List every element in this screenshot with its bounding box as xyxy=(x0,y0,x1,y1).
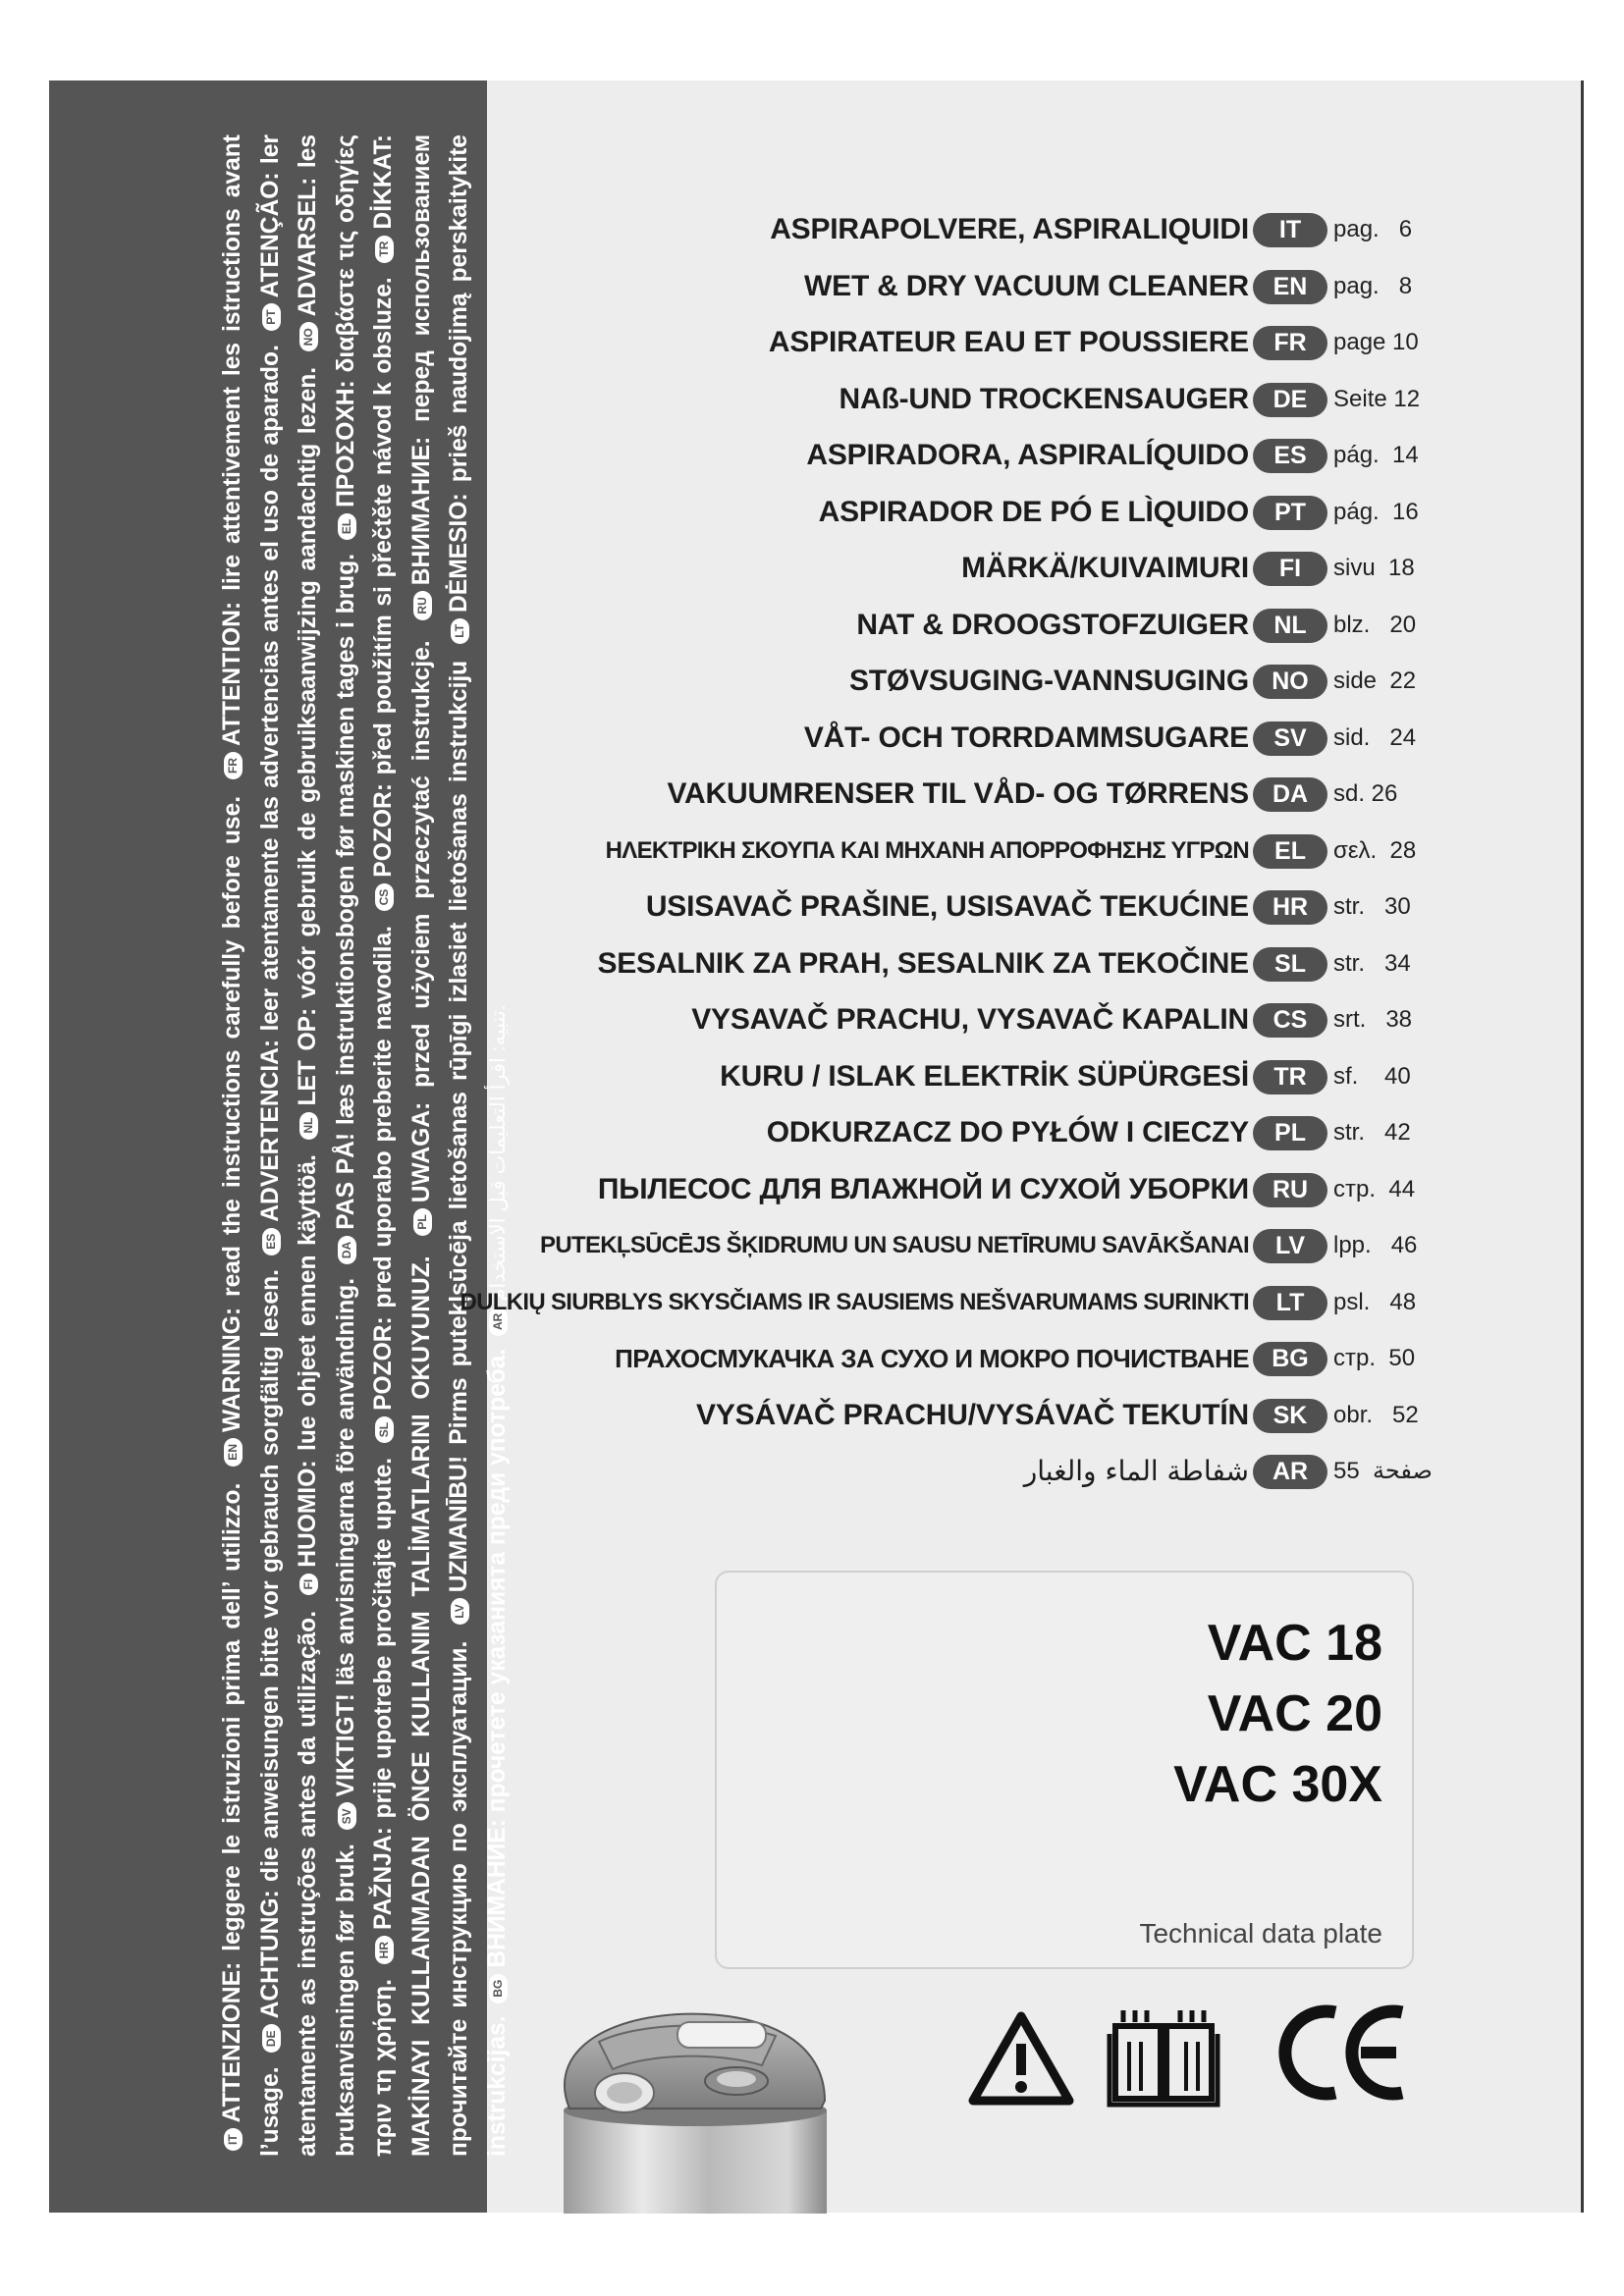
toc-page-ref: str. 42 xyxy=(1333,1119,1411,1146)
manual-book-icon xyxy=(1106,2002,1221,2109)
toc-page-ref: blz. 20 xyxy=(1333,611,1417,638)
toc-title: DULKIŲ SIURBLYS SKYSČIAMS IR SAUSIEMS NEŠVARUMAMS SURINKTI xyxy=(460,1288,1249,1315)
toc-row-es xyxy=(432,432,1443,479)
warning-text-it: ATTENZIONE: leggere le istruzioni prima dell’ utilizzo. xyxy=(219,1482,245,2123)
warning-text-ru: ВНИМАНИЕ: перед использованием прочитайте инструкцию по эксплуатации. xyxy=(407,133,472,2157)
toc-page-ref: стр. 44 xyxy=(1333,1175,1416,1202)
toc-row-it xyxy=(432,206,1443,253)
toc-row-sl xyxy=(432,940,1443,988)
language-code-badge: DE xyxy=(1253,383,1327,417)
warning-text-pl: UWAGA: przed użyciem przeczytać instrukcje. xyxy=(407,640,435,1203)
toc-row-nl xyxy=(432,602,1443,649)
warning-text-da: PAS PÅ! læs instruktionsbogen før maskinen tages i brug. xyxy=(332,553,359,1230)
language-code-badge: LV xyxy=(1253,1229,1327,1263)
toc-row-en xyxy=(432,263,1443,310)
toc-row-cs xyxy=(432,996,1443,1043)
toc-title: شفاطة الماء والغبار xyxy=(1023,1455,1249,1487)
language-code-badge: FI xyxy=(1253,552,1327,586)
warning-text-fr: ATTENTION: lire attentivement les istructions avant l’usage. xyxy=(219,134,284,2157)
toc-row-ar xyxy=(432,1448,1443,1495)
warning-text-en: WARNING: read the instructions carefully before use. xyxy=(219,795,245,1433)
toc-title: PUTEKĻSŪCĒJS ŠĶIDRUMU UN SAUSU NETĪRUMU SAVĀKŠANAI xyxy=(540,1232,1249,1258)
warning-text-es: ADVERTENCIA: leer atentamente las advertencias antes el uso de aparado. xyxy=(256,345,284,1222)
language-code-badge: AR xyxy=(1253,1455,1327,1489)
warning-lang-badge: EN xyxy=(224,1438,243,1467)
warning-lang-badge: AR xyxy=(489,1308,508,1336)
warning-lang-badge: LV xyxy=(451,1598,469,1624)
toc-page-ref: pag. 6 xyxy=(1333,216,1413,242)
warning-text-tr: DİKKAT: MAKİNAYI KULLANMADAN ÖNCE KULLANIM TALİMATLARINI OKUYUNUZ. xyxy=(370,134,435,2157)
toc-page-ref: σελ. 28 xyxy=(1333,836,1417,864)
toc-title: ΗΛΕΚΤΡΙΚΗ ΣΚΟΥΠΑ ΚΑΙ ΜΗΧΑΝΗ ΑΠΟΡΡΟΦΗΣΗΣ ΥΓΡΩΝ xyxy=(605,836,1249,864)
toc-row-ru xyxy=(432,1166,1443,1213)
warning-text-fi: HUOMIO: lue ohjeet ennen käyttöä. xyxy=(295,1154,321,1568)
warning-triangle-icon xyxy=(967,2010,1075,2107)
toc-page-ref: стр. 50 xyxy=(1333,1345,1416,1371)
warning-text-de: ACHTUNG: die anweisungen bitte vor gebrauch sorgfältig lesen. xyxy=(256,1269,284,2019)
language-code-badge: EN xyxy=(1253,270,1327,304)
toc-page-ref: str. 30 xyxy=(1333,893,1411,920)
model-vac-30x: VAC 30X xyxy=(1173,1756,1382,1813)
language-code-badge: RU xyxy=(1253,1173,1327,1207)
toc-row-el xyxy=(432,828,1443,875)
model-box xyxy=(715,1571,1414,1969)
language-code-badge: HR xyxy=(1253,890,1327,925)
language-code-badge: FR xyxy=(1253,326,1327,360)
toc-page-ref: page 10 xyxy=(1333,329,1419,355)
toc-page-ref: Seite 12 xyxy=(1333,385,1421,412)
toc-page-ref: pag. 8 xyxy=(1333,272,1413,299)
warning-text-sv: VIKTIGT! läs anvisningarna före användning. xyxy=(332,1277,359,1797)
warning-lang-badge: ES xyxy=(262,1228,281,1255)
language-code-badge: DA xyxy=(1253,777,1327,812)
language-code-badge: PL xyxy=(1253,1116,1327,1150)
language-code-badge: BG xyxy=(1253,1342,1327,1376)
vacuum-cleaner-illustration xyxy=(530,2002,854,2214)
warning-text-nl: LET OP: vóór gebruik de gebruiksaanwijzing aandachtig lezen. xyxy=(295,366,321,1106)
warning-lang-badge: SL xyxy=(375,1416,394,1443)
warning-text-el: ΠΡΟΣΟΧΗ: διαβάστε τις οδηγίες πριν τη χρήση. xyxy=(332,134,397,2157)
toc-page-ref: lpp. 46 xyxy=(1333,1232,1418,1258)
toc-row-pt xyxy=(432,489,1443,536)
toc-row-lv xyxy=(432,1222,1443,1269)
toc-page-ref: sd. 26 xyxy=(1333,780,1398,807)
toc-page-ref: sid. 24 xyxy=(1333,723,1417,751)
toc-title: KURU / ISLAK ELEKTRİK SÜPÜRGESİ xyxy=(720,1059,1249,1093)
toc-title: MÄRKÄ/KUIVAIMURI xyxy=(961,552,1249,584)
toc-title: ASPIRADOR DE PÓ E LÌQUIDO xyxy=(818,495,1249,528)
warning-text-lv: UZMANĪBU! Pirms putekļsūcēja lietošanas rūpīgi izlasiet lietošanas instrukciju xyxy=(446,660,472,1593)
warning-sidebar xyxy=(49,80,511,2213)
language-code-badge: LT xyxy=(1253,1286,1327,1320)
warning-lang-badge: FR xyxy=(224,752,243,779)
model-vac-20: VAC 20 xyxy=(1207,1685,1382,1742)
toc-title: ASPIRADORA, ASPIRALÍQUIDO xyxy=(806,439,1249,471)
toc-title: ASPIRATEUR EAU ET POUSSIERE xyxy=(768,326,1249,358)
language-code-badge: IT xyxy=(1253,213,1327,247)
toc-title: STØVSUGING-VANNSUGING xyxy=(849,665,1249,697)
toc-page-ref: sf. 40 xyxy=(1333,1062,1411,1090)
language-code-badge: CS xyxy=(1253,1003,1327,1038)
toc-page-ref: obr. 52 xyxy=(1333,1401,1419,1428)
toc-row-no xyxy=(432,658,1443,705)
toc-title: WET & DRY VACUUM CLEANER xyxy=(804,269,1249,302)
toc-page-ref: sivu 18 xyxy=(1333,555,1415,581)
warning-lang-badge: FI xyxy=(299,1574,318,1596)
toc-page-ref: psl. 48 xyxy=(1333,1288,1417,1315)
model-vac-18: VAC 18 xyxy=(1207,1615,1382,1672)
toc-title: USISAVAČ PRAŠINE, USISAVAČ TEKUĆINE xyxy=(645,890,1249,923)
warning-lang-badge: PT xyxy=(262,303,281,330)
toc-title: ПРАХОСМУКАЧКА ЗА СУХО И МОКРО ПОЧИСТВАНЕ xyxy=(615,1344,1249,1373)
warning-lang-badge: SV xyxy=(338,1802,356,1830)
language-code-badge: SK xyxy=(1253,1399,1327,1433)
warning-lang-badge: LT xyxy=(451,618,469,644)
warning-lang-badge: NO xyxy=(299,322,318,351)
warning-lang-badge: HR xyxy=(375,1936,394,1964)
language-code-badge: EL xyxy=(1253,834,1327,869)
toc-row-sv xyxy=(432,715,1443,762)
toc-row-de xyxy=(432,376,1443,423)
language-code-badge: NL xyxy=(1253,609,1327,643)
language-code-badge: NO xyxy=(1253,665,1327,699)
toc-title: NAT & DROOGSTOFZUIGER xyxy=(856,608,1249,641)
warning-lang-badge: IT xyxy=(224,2128,243,2151)
warning-text-ar: تنبيه: اقرأ التعليمات قبل الاستخدام. xyxy=(486,1004,510,1302)
toc-row-sk xyxy=(432,1392,1443,1439)
language-code-badge: SV xyxy=(1253,721,1327,756)
warning-text-cs: POZOR: před použitím si přečtěte návod k obsluze. xyxy=(370,277,397,878)
technical-data-plate-label: Technical data plate xyxy=(1139,1918,1382,1949)
warning-text-sl: POZOR: pred uporabo preberite navodila. xyxy=(370,926,397,1411)
page-right-border xyxy=(1581,80,1584,2213)
toc-row-bg xyxy=(432,1335,1443,1382)
warning-text-pt: ATENÇÃO: ler atentamente as instruções antes da utilização. xyxy=(256,134,321,2157)
warning-text-no: ADVARSEL: les bruksanvisningen før bruk. xyxy=(295,133,359,2157)
language-code-badge: TR xyxy=(1253,1060,1327,1095)
warning-lang-badge: TR xyxy=(375,236,394,263)
warning-lang-badge: BG xyxy=(489,1974,508,2003)
warning-lang-badge: RU xyxy=(413,591,432,619)
language-code-badge: PT xyxy=(1253,496,1327,530)
toc-row-pl xyxy=(432,1109,1443,1156)
warning-lang-badge: CS xyxy=(375,883,394,912)
toc-page-ref: srt. 38 xyxy=(1333,1006,1413,1033)
toc-page-ref: pág. 14 xyxy=(1333,442,1419,468)
toc-title: NAß-UND TROCKENSAUGER xyxy=(839,382,1249,415)
warning-text-hr: PAŽNJA: prije upotrebe pročitajte upute. xyxy=(370,1457,397,1930)
toc-row-hr xyxy=(432,883,1443,931)
warning-lang-badge: EL xyxy=(338,513,356,540)
warning-text-lt: DĖMESIO: prieš naudojimą perskaitykite instrukcijas. xyxy=(446,134,511,2157)
toc-row-fi xyxy=(432,545,1443,592)
toc-title: VYSÁVAČ PRACHU/VYSÁVAČ TEKUTÍN xyxy=(696,1398,1249,1431)
toc-title: VÅT- OCH TORRDAMMSUGARE xyxy=(803,721,1249,754)
language-code-badge: SL xyxy=(1253,947,1327,982)
toc-row-tr xyxy=(432,1053,1443,1100)
warning-lang-badge: NL xyxy=(299,1112,318,1140)
toc-row-lt xyxy=(432,1279,1443,1326)
ce-mark-icon xyxy=(1276,1999,1414,2107)
toc-page-ref: str. 34 xyxy=(1333,949,1411,977)
toc-title: ASPIRAPOLVERE, ASPIRALIQUIDI xyxy=(770,213,1249,245)
toc-title: VYSAVAČ PRACHU, VYSAVAČ KAPALIN xyxy=(691,1003,1249,1036)
language-code-badge: ES xyxy=(1253,439,1327,473)
toc-title: ODKURZACZ DO PYŁÓW I CIECZY xyxy=(766,1116,1249,1148)
warning-lang-badge: DE xyxy=(262,2024,281,2053)
toc-title: ПЫЛЕСОС ДЛЯ ВЛАЖНОЙ И СУХОЙ УБОРКИ xyxy=(597,1172,1249,1205)
warning-lang-badge: PL xyxy=(413,1208,432,1235)
toc-title: VAKUUMRENSER TIL VÅD- OG TØRRENS xyxy=(667,777,1249,810)
toc-title: SESALNIK ZA PRAH, SESALNIK ZA TEKOČINE xyxy=(597,946,1249,980)
warning-lang-badge: DA xyxy=(338,1236,356,1264)
toc-page-ref: side 22 xyxy=(1333,667,1417,694)
toc-page-ref: صفحة 55 xyxy=(1333,1458,1433,1484)
toc-row-da xyxy=(432,771,1443,818)
toc-page-ref: pág. 16 xyxy=(1333,498,1419,525)
warning-text-bg: ВНИМАНИЕ: прочетете указанията преди употреба. xyxy=(483,1348,511,1968)
toc-row-fr xyxy=(432,319,1443,366)
